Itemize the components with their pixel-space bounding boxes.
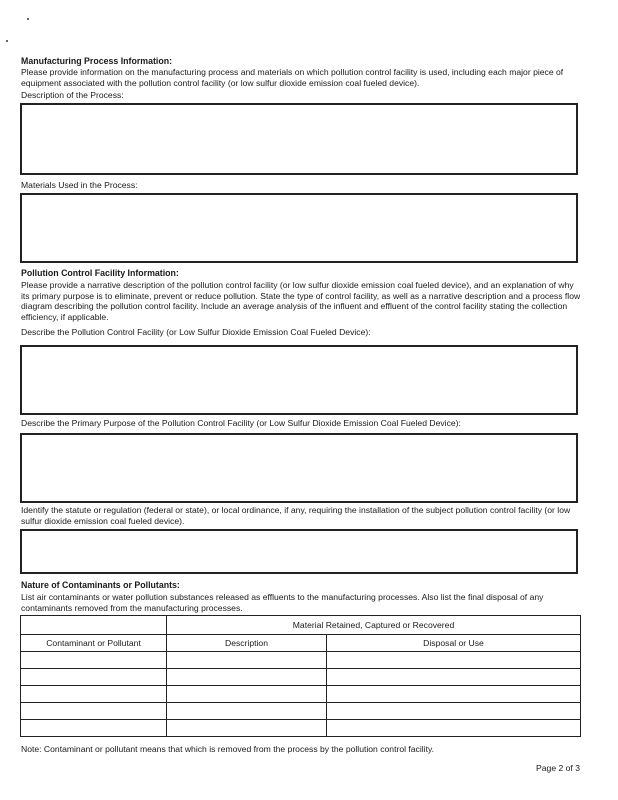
description-cell[interactable] [167, 652, 327, 669]
pollution-control-heading: Pollution Control Facility Information: [21, 268, 179, 278]
scan-speck [6, 40, 8, 42]
table-header-blank [21, 616, 167, 635]
contaminant-cell[interactable] [21, 652, 167, 669]
materials-used-field[interactable] [20, 193, 578, 263]
disposal-cell[interactable] [327, 703, 581, 720]
primary-purpose-field[interactable] [20, 433, 578, 503]
scan-speck [27, 18, 29, 20]
table-row [21, 703, 581, 720]
description-column-header: Description [167, 635, 327, 652]
contaminant-cell[interactable] [21, 703, 167, 720]
process-description-label: Description of the Process: [21, 90, 124, 100]
contaminants-table [20, 615, 581, 737]
material-retained-header: Material Retained, Captured or Recovered [167, 616, 581, 635]
describe-facility-field[interactable] [20, 345, 578, 415]
table-row [21, 686, 581, 703]
disposal-column-header: Disposal or Use [327, 635, 581, 652]
footer-note: Note: Contaminant or pollutant means that which is removed from the process by the pollution control facility. [21, 744, 435, 754]
primary-purpose-label: Describe the Primary Purpose of the Pollution Control Facility (or Low Sulfur Dioxide Emission Coal Fueled Device): [21, 418, 461, 428]
disposal-cell[interactable] [327, 686, 581, 703]
contaminant-cell[interactable] [21, 720, 167, 737]
pollution-control-instructions: Please provide a narrative description of the pollution control facility (or low sulfur dioxide emission coal fueled device), and an explanation of why its primary purpose is to eliminate, prevent or reduce pollution. State the type of control facility, as well as a narrative description and a process flow diagram describing the pollution control facility. Include an average analysis of the influent and effluent of the control facility stating the collection efficiency, if applicable. [21, 280, 581, 323]
contaminants-instructions: List air contaminants or water pollution substances released as effluents to the manufacturing processes. Also list the final disposal of any contaminants removed from the manufacturing processes. [21, 592, 544, 613]
table-row [21, 652, 581, 669]
table-row [21, 720, 581, 737]
describe-facility-label: Describe the Pollution Control Facility (or Low Sulfur Dioxide Emission Coal Fueled Device): [21, 327, 371, 337]
process-description-field[interactable] [20, 103, 578, 175]
contaminant-cell[interactable] [21, 669, 167, 686]
contaminant-cell[interactable] [21, 686, 167, 703]
description-cell[interactable] [167, 720, 327, 737]
disposal-cell[interactable] [327, 720, 581, 737]
manufacturing-instructions: Please provide information on the manufacturing process and materials on which pollution control facility is used, including each major piece of equipment associated with the pollution control facility (or low sulfur dioxide emission coal fueled device). [21, 67, 564, 88]
statute-field[interactable] [20, 529, 578, 574]
contaminant-column-header: Contaminant or Pollutant [21, 635, 167, 652]
contaminants-heading: Nature of Contaminants or Pollutants: [21, 580, 180, 590]
statute-label: Identify the statute or regulation (federal or state), or local ordinance, if any, requiring the installation of the subject pollution control facility (or low sulfur dioxide emission coal fueled device). [21, 505, 571, 526]
disposal-cell[interactable] [327, 669, 581, 686]
page-number: Page 2 of 3 [536, 763, 580, 773]
disposal-cell[interactable] [327, 652, 581, 669]
materials-used-label: Materials Used in the Process: [21, 180, 138, 190]
manufacturing-heading: Manufacturing Process Information: [21, 56, 173, 66]
description-cell[interactable] [167, 669, 327, 686]
table-row [21, 669, 581, 686]
description-cell[interactable] [167, 686, 327, 703]
description-cell[interactable] [167, 703, 327, 720]
